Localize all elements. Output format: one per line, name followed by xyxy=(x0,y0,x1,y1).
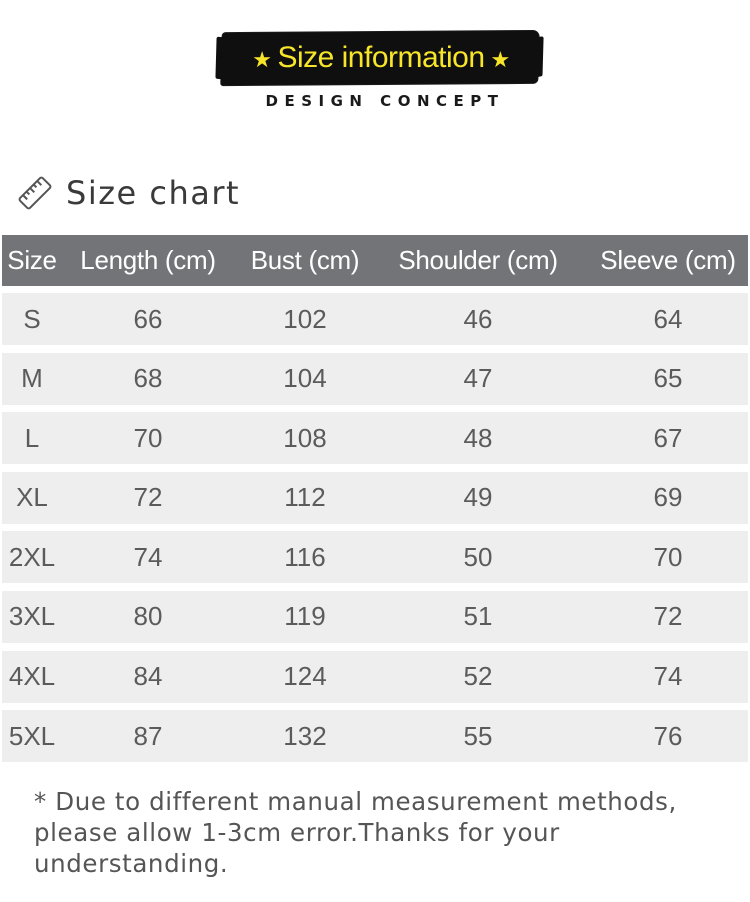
table-cell: 52 xyxy=(463,661,493,692)
column-header: Length (cm) xyxy=(80,245,216,275)
table-cell: 5XL xyxy=(8,720,56,751)
design-concept-subtitle: DESIGN CONCEPT xyxy=(265,92,505,110)
table-cell: S xyxy=(23,303,41,334)
table-cell: L xyxy=(24,422,40,453)
table-cell: 47 xyxy=(463,363,493,394)
table-cell: 74 xyxy=(133,541,163,572)
table-cell: 72 xyxy=(133,482,163,513)
table-cell: 76 xyxy=(653,720,683,751)
section-heading xyxy=(18,170,240,216)
table-row xyxy=(2,710,748,762)
table-row xyxy=(2,472,748,524)
column-header: Size xyxy=(7,245,57,275)
table-cell: 51 xyxy=(463,601,493,632)
table-cell: 46 xyxy=(463,303,493,334)
table-cell: 69 xyxy=(653,482,683,513)
column-header: Shoulder (cm) xyxy=(398,245,558,275)
table-cell: 48 xyxy=(463,422,493,453)
table-cell: 65 xyxy=(653,363,683,394)
table-cell: 80 xyxy=(133,601,163,632)
measurement-footnote: * Due to different manual measurement methods, please allow 1-3cm error.Thanks for your understanding. xyxy=(34,787,677,878)
table-cell: 66 xyxy=(133,303,163,334)
table-row xyxy=(2,651,748,703)
column-header: Sleeve (cm) xyxy=(600,245,736,275)
table-cell: 55 xyxy=(463,720,493,751)
table-cell: 87 xyxy=(133,720,163,751)
table-cell: 49 xyxy=(463,482,493,513)
banner-title-text: Size information xyxy=(277,41,485,74)
table-cell: 2XL xyxy=(8,541,56,572)
table-header-row xyxy=(2,235,748,286)
table-cell: 112 xyxy=(284,482,326,513)
table-cell: 104 xyxy=(283,363,327,394)
table-row xyxy=(2,591,748,643)
table-cell: 67 xyxy=(653,422,683,453)
table-cell: 64 xyxy=(653,303,683,334)
table-cell: 3XL xyxy=(8,601,56,632)
size-table xyxy=(2,235,748,770)
table-cell: 4XL xyxy=(8,661,56,692)
table-cell: 72 xyxy=(653,601,683,632)
star-icon-left: ★ xyxy=(252,47,272,72)
banner-title xyxy=(226,32,536,84)
table-cell: XL xyxy=(16,482,48,513)
table-cell: 50 xyxy=(463,541,493,572)
table-cell: 119 xyxy=(284,601,326,632)
table-row xyxy=(2,412,748,464)
table-cell: M xyxy=(21,363,43,394)
star-icon-right: ★ xyxy=(490,47,510,72)
ruler-icon xyxy=(18,176,52,210)
table-cell: 84 xyxy=(133,661,163,692)
table-row xyxy=(2,293,748,345)
table-cell: 116 xyxy=(284,541,326,572)
table-cell: 68 xyxy=(133,363,163,394)
table-cell: 102 xyxy=(283,303,327,334)
table-cell: 70 xyxy=(133,422,163,453)
table-cell: 124 xyxy=(283,661,327,692)
table-cell: 132 xyxy=(283,720,327,751)
table-row xyxy=(2,531,748,583)
table-cell: 70 xyxy=(653,541,683,572)
table-cell: 74 xyxy=(653,661,683,692)
section-title: Size chart xyxy=(66,174,241,212)
table-row xyxy=(2,353,748,405)
table-cell: 108 xyxy=(283,422,327,453)
column-header: Bust (cm) xyxy=(250,245,360,275)
